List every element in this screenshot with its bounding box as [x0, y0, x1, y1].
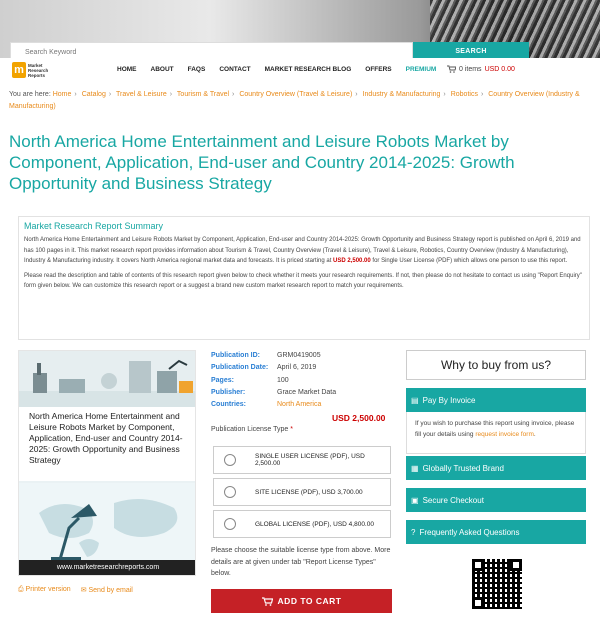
nav-home[interactable]: HOME	[117, 66, 137, 73]
radio-button[interactable]	[224, 454, 236, 466]
breadcrumb-country-overview-travel[interactable]: Country Overview (Travel & Leisure)	[239, 91, 353, 98]
report-actions	[18, 586, 133, 594]
breadcrumb-industry-manufacturing[interactable]: Industry & Manufacturing	[362, 91, 441, 98]
logo-icon: m	[12, 62, 26, 78]
report-price: USD 2,500.00	[332, 413, 386, 423]
breadcrumb-prefix: You are here:	[9, 91, 51, 98]
breadcrumb-catalog[interactable]: Catalog	[81, 91, 106, 98]
license-option-global[interactable]: GLOBAL LICENSE (PDF), USD 4,800.00	[213, 510, 391, 538]
meta-value: April 6, 2019	[277, 364, 317, 372]
nav-offers[interactable]: OFFERS	[365, 66, 392, 73]
cover-title: North America Home Entertainment and Leisure Robots Market by Component, Application, End-user and Country 2014-2025: Growth Opportunity and Business Strategy	[19, 407, 196, 481]
nav-faqs[interactable]: FAQS	[187, 66, 206, 73]
meta-key: Countries:	[211, 401, 246, 409]
breadcrumb: You are here: Home › Catalog › Travel & Leisure › Tourism & Travel › Country Overview (Travel & Leisure) › Industry & Manufacturing › Robotics › Country Overview (Industry & Manufacturing)	[9, 91, 580, 110]
brand-icon: ▦	[411, 463, 419, 473]
meta-countries-link[interactable]: North America	[277, 401, 322, 409]
cart-count: 0 items	[459, 65, 482, 73]
meta-key: Publication Date:	[211, 364, 269, 372]
license-type-label: Publication License Type *	[211, 426, 293, 433]
summary-paragraph-2: Please read the description and table of contents of this research report given below to check whether it meets your research requirements. If not, then please do not hesitate to contact us using "Report Enquiry" form given below. We can customize this research report or a suggest a brand new custom market research report to match your requirements.	[24, 272, 582, 289]
radio-button[interactable]	[224, 518, 236, 530]
nav-contact[interactable]: CONTACT	[219, 66, 251, 73]
printer-version-link[interactable]: ⎙ Printer version	[18, 586, 71, 593]
cover-url: www.marketresearchreports.com	[19, 560, 196, 576]
secure-checkout-button[interactable]: ▣ Secure Checkout	[406, 488, 586, 512]
report-meta	[211, 350, 336, 411]
globally-trusted-brand-button[interactable]: ▦ Globally Trusted Brand	[406, 456, 586, 480]
summary-heading: Market Research Report Summary	[24, 221, 164, 231]
license-option-site[interactable]: SITE LICENSE (PDF), USD 3,700.00	[213, 478, 391, 506]
breadcrumb-travel-leisure[interactable]: Travel & Leisure	[116, 91, 167, 98]
radio-button[interactable]	[224, 486, 236, 498]
main-nav	[117, 66, 450, 73]
breadcrumb-country-overview-industry[interactable]: Country Overview (Industry & Manufacturing)	[9, 91, 580, 110]
report-cover	[18, 350, 196, 576]
meta-value: Grace Market Data	[277, 388, 337, 396]
meta-key: Pages:	[211, 376, 234, 384]
cart-amount: USD 0.00	[484, 65, 515, 73]
question-icon: ?	[411, 527, 416, 537]
add-to-cart-button[interactable]: ADD TO CART	[211, 589, 392, 613]
qr-code	[472, 559, 522, 609]
logo-text: Market Research Reports	[28, 62, 49, 78]
summary-paragraph-1: North America Home Entertainment and Leisure Robots Market by Component, Application, End-user and Country 2014-2025: Growth Opportunity and Business Strategy report is published on April 6, 2019 and has 100 pages in it. This market research report provides information about Tourism & Travel, Country Overview (Travel & Leisure), Travel & Leisure, Robotics, Country Overview (Industry & Manufacturing), Industry & Manufacturing industry. It covers North America regional market data and forecasts. It is priced starting at USD 2,500.00 for Single User License (PDF) which allows one person to use this report.	[24, 237, 581, 264]
cover-world-map	[19, 483, 196, 563]
faq-button[interactable]: ? Frequently Asked Questions	[406, 520, 586, 544]
cover-factory-illustration	[19, 351, 196, 407]
meta-key: Publisher:	[211, 388, 246, 396]
lock-icon: ▣	[411, 495, 419, 505]
page-title: North America Home Entertainment and Leisure Robots Market by Component, Application, End-user and Country 2014-2025: Growth Opportunity and Business Strategy	[9, 132, 515, 193]
document-icon: ▤	[411, 395, 419, 405]
license-option-single[interactable]: SINGLE USER LICENSE (PDF), USD 2,500.00	[213, 446, 391, 474]
search-button[interactable]: SEARCH	[413, 42, 529, 62]
pay-by-invoice-button[interactable]: ▤ Pay By Invoice	[406, 388, 586, 412]
meta-value: GRM0419005	[277, 352, 321, 359]
cart-summary[interactable]	[447, 65, 515, 73]
meta-value: 100	[277, 376, 289, 384]
breadcrumb-home[interactable]: Home	[52, 91, 72, 98]
breadcrumb-tourism-travel[interactable]: Tourism & Travel	[176, 91, 230, 98]
cart-icon	[447, 65, 456, 73]
send-email-link[interactable]: ✉ Send by email	[80, 587, 133, 594]
report-summary	[18, 216, 590, 340]
request-invoice-link[interactable]: request invoice form	[475, 431, 534, 438]
search-input[interactable]: Search Keyword	[10, 42, 413, 62]
site-logo[interactable]	[12, 60, 52, 80]
invoice-info: If you wish to purchase this report using invoice, please fill your details using request invoice form.	[406, 412, 586, 454]
nav-premium[interactable]: PREMIUM	[405, 66, 437, 73]
nav-about[interactable]: ABOUT	[150, 66, 174, 73]
meta-key: Publication ID:	[211, 352, 260, 359]
license-note: Please choose the suitable license type from above. More details are at given under tab "Report License Types" below.	[211, 547, 391, 577]
why-buy-heading: Why to buy from us?	[406, 350, 586, 380]
nav-blog[interactable]: MARKET RESEARCH BLOG	[264, 66, 352, 73]
breadcrumb-robotics[interactable]: Robotics	[450, 91, 478, 98]
cart-plus-icon	[262, 597, 273, 606]
